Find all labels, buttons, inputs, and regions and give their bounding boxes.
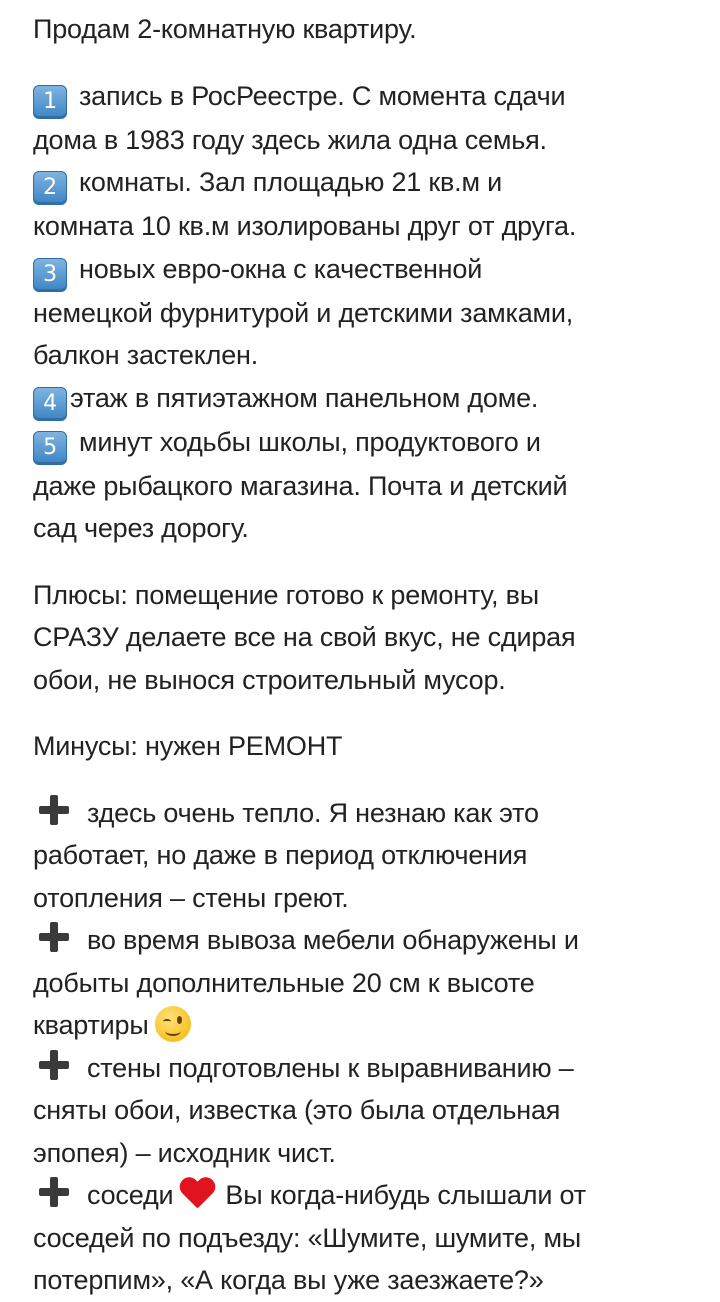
keycap-5-icon: 5 (33, 431, 67, 465)
pros-line: Плюсы: помещение готово к ремонту, вы (33, 579, 539, 610)
winking-face-icon (155, 1006, 191, 1042)
list-item-4: 4 этаж в пятиэтажном панельном доме. (33, 377, 696, 421)
plus-item-4-cont: потерпим», «А когда вы уже заезжаете?» (33, 1265, 544, 1295)
list-item-1: 1 запись в РосРеестре. С момента сдачи (33, 75, 696, 119)
keycap-4-icon: 4 (33, 387, 67, 421)
list-item-1-cont: дома в 1983 году здесь жила одна семья. (33, 124, 547, 155)
plus-item-3-cont: сняты обои, известка (это была отдельная (33, 1095, 561, 1125)
post-title: Продам 2-комнатную квартиру. (33, 14, 417, 44)
plus-item-2-cont: добыты дополнительные 20 см к высоте (33, 967, 535, 998)
cons-line: Минусы: нужен РЕМОНТ (33, 731, 343, 761)
cons-paragraph (33, 725, 696, 768)
list-item-5-cont: даже рыбацкого магазина. Почта и детский (33, 470, 568, 501)
plus-item-1: здесь очень тепло. Я незнаю как это (33, 792, 696, 835)
pros-line: СРАЗУ делаете все на свой вкус, не сдирая (33, 622, 576, 652)
post-title-paragraph (33, 8, 696, 51)
heavy-plus-icon (37, 1048, 71, 1082)
keycap-1-icon: 1 (33, 85, 67, 119)
plus-item-1-cont: работает, но даже в период отключения (33, 840, 528, 870)
red-heart-icon (179, 1178, 215, 1210)
plus-item-4-cont: соседей по подъезду: «Шумите, шумите, мы (33, 1222, 582, 1253)
list-item-3-cont: балкон застеклен. (33, 340, 259, 370)
plus-item-3: стены подготовлены к выравниванию – (33, 1047, 696, 1090)
plus-item-2-cont: квартиры (33, 1004, 696, 1047)
list-item-2: 2 комнаты. Зал площадью 21 кв.м и (33, 161, 696, 205)
numbered-list (33, 75, 696, 550)
list-item-2-cont: комната 10 кв.м изолированы друг от друга. (33, 211, 577, 241)
list-item-3-cont: немецкой фурнитурой и детскими замками, (33, 297, 574, 328)
plus-list (33, 792, 696, 1302)
heavy-plus-icon (37, 793, 71, 827)
pros-line: обои, не вынося строительный мусор. (33, 664, 506, 695)
keycap-3-icon: 3 (33, 258, 67, 292)
list-item-5-cont: сад через дорогу. (33, 513, 249, 543)
keycap-2-icon: 2 (33, 171, 67, 205)
plus-item-1-cont: отопления – стены греют. (33, 882, 349, 913)
list-item-3: 3 новых евро-окна с качественной (33, 248, 696, 292)
heavy-plus-icon (37, 1175, 71, 1209)
pros-paragraph (33, 574, 696, 702)
plus-item-2: во время вывоза мебели обнаружены и (33, 919, 696, 962)
plus-item-3-cont: эпопея) – исходник чист. (33, 1137, 336, 1168)
list-item-5: 5 минут ходьбы школы, продуктового и (33, 421, 696, 465)
plus-item-4: соседи Вы когда-нибудь слышали от (33, 1174, 696, 1217)
heavy-plus-icon (37, 920, 71, 954)
